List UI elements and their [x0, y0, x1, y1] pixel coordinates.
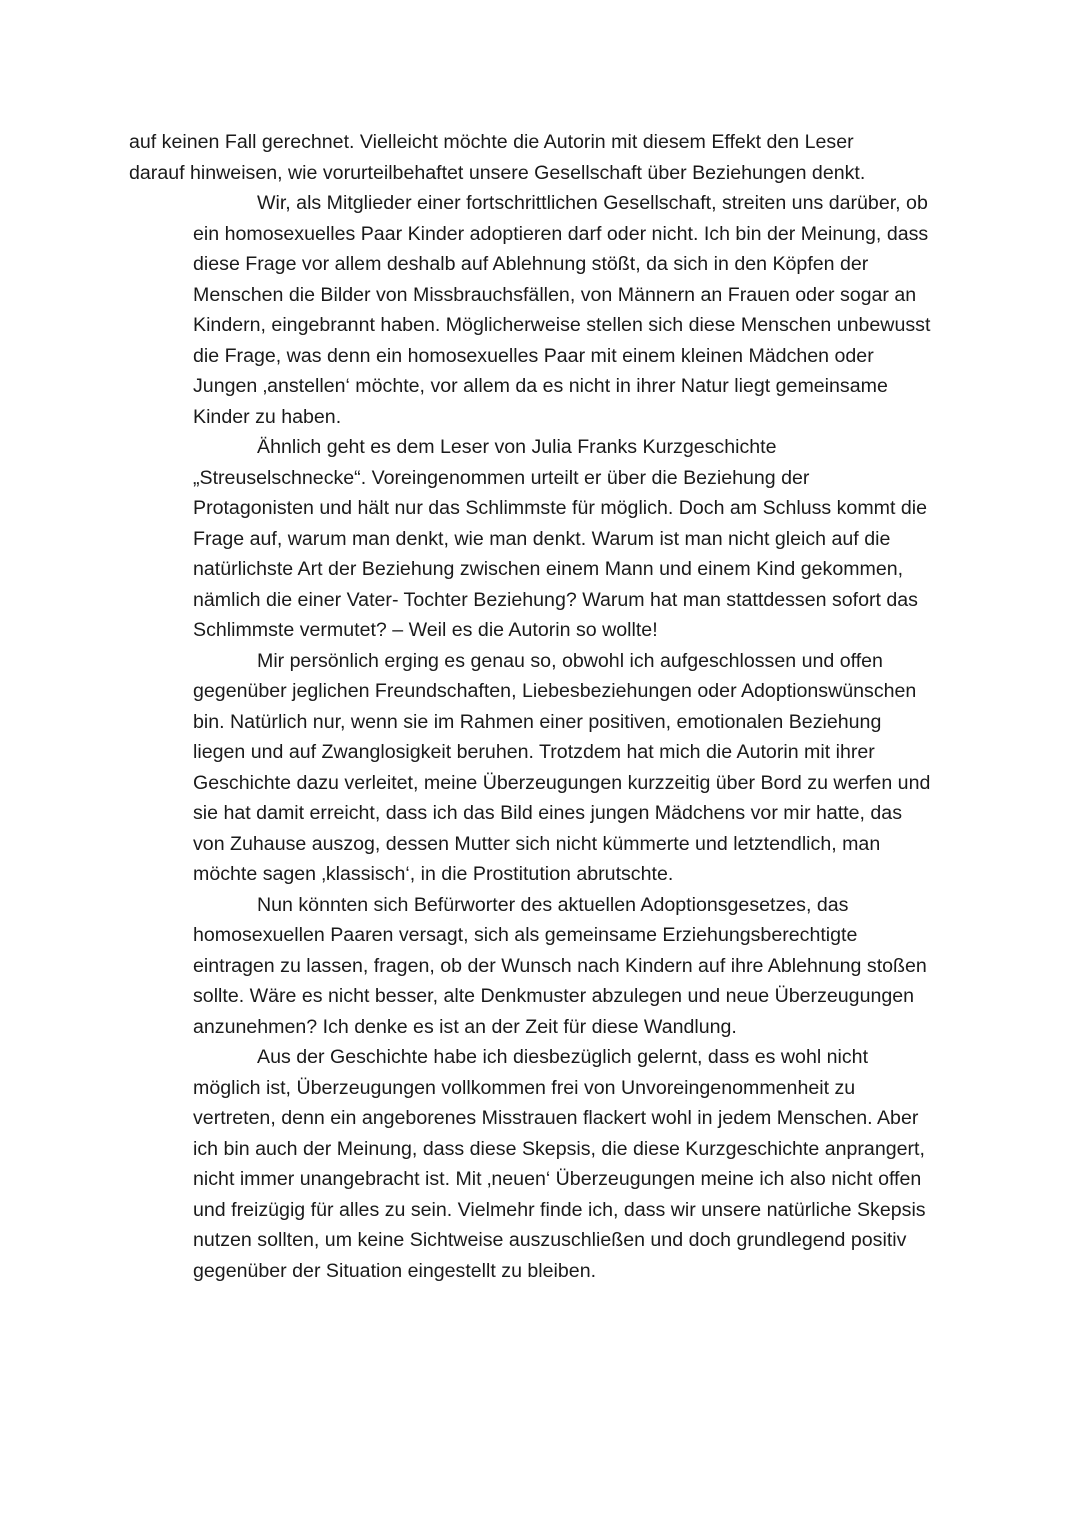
text-line: gegenüber jeglichen Freundschaften, Liebesbeziehungen oder Adoptionswünschen — [193, 680, 917, 702]
text-line: Aus der Geschichte habe ich diesbezüglich gelernt, dass es wohl nicht — [257, 1046, 869, 1068]
text-line: diese Frage vor allem deshalb auf Ablehnung stößt, da sich in den Köpfen der — [193, 253, 869, 275]
text-line: anzunehmen? Ich denke es ist an der Zeit für diese Wandlung. — [193, 1015, 737, 1038]
text-line: darauf hinweisen, wie vorurteilbehaftet unsere Gesellschaft über Beziehungen denkt. — [129, 161, 866, 184]
paragraph-1 — [129, 127, 959, 188]
text-line: möglich ist, Überzeugungen vollkommen frei von Unvoreingenommenheit zu — [193, 1076, 856, 1099]
text-line: auf keinen Fall gerechnet. Vielleicht möchte die Autorin mit diesem Effekt den Leser — [129, 131, 854, 153]
text-line: nämlich die einer Vater- Tochter Beziehung? Warum hat man stattdessen sofort das — [193, 588, 918, 611]
text-line: die Frage, was denn ein homosexuelles Paar mit einem kleinen Mädchen oder — [193, 344, 874, 367]
text-line: „Streuselschnecke“. Voreingenommen urteilt er über die Beziehung der — [193, 466, 810, 489]
paragraph-4 — [129, 646, 959, 890]
text-line: Jungen ‚anstellen‘ möchte, vor allem da es nicht in ihrer Natur liegt gemeinsame — [193, 375, 888, 397]
paragraph-2 — [129, 188, 959, 432]
text-line: Mir persönlich erging es genau so, obwohl ich aufgeschlossen und offen — [257, 649, 883, 672]
text-line: Frage auf, warum man denkt, wie man denkt. Warum ist man nicht gleich auf die — [193, 527, 891, 550]
paragraph-6 — [129, 1042, 959, 1286]
paragraph-5 — [129, 890, 959, 1043]
text-line: ein homosexuelles Paar Kinder adoptieren darf oder nicht. Ich bin der Meinung, dass — [193, 222, 929, 245]
text-line: sie hat damit erreicht, dass ich das Bild eines jungen Mädchens vor mir hatte, das — [193, 802, 903, 824]
text-line: Kindern, eingebrannt haben. Möglicherweise stellen sich diese Menschen unbewusst — [193, 314, 931, 336]
text-line: liegen und auf Zwanglosigkeit beruhen. Trotzdem hat mich die Autorin mit ihrer — [193, 741, 875, 763]
text-line: möchte sagen ‚klassisch‘, in die Prostitution abrutschte. — [193, 863, 674, 885]
text-line: Protagonisten und hält nur das Schlimmste für möglich. Doch am Schluss kommt die — [193, 497, 928, 519]
text-line: Geschichte dazu verleitet, meine Überzeugungen kurzzeitig über Bord zu werfen und — [193, 771, 931, 794]
text-line: eintragen zu lassen, fragen, ob der Wunsch nach Kindern auf ihre Ablehnung stoßen — [193, 954, 927, 977]
text-line: natürlichste Art der Beziehung zwischen einem Mann und einem Kind gekommen, — [193, 558, 904, 580]
text-line: Schlimmste vermutet? – Weil es die Autorin so wollte! — [193, 619, 658, 641]
text-line: von Zuhause auszog, dessen Mutter sich nicht kümmerte und letztendlich, man — [193, 832, 881, 855]
text-line: Kinder zu haben. — [193, 405, 342, 428]
paragraph-3 — [129, 432, 959, 646]
text-line: nicht immer unangebracht ist. Mit ‚neuen‘ Überzeugungen meine ich also nicht offen — [193, 1168, 922, 1190]
text-line: und freizügig für alles zu sein. Vielmehr finde ich, dass wir unsere natürliche Skepsis — [193, 1198, 926, 1221]
text-line: Wir, als Mitglieder einer fortschrittlichen Gesellschaft, streiten uns darüber, ob — [257, 192, 928, 214]
text-line: sollte. Wäre es nicht besser, alte Denkmuster abzulegen und neue Überzeugungen — [193, 985, 915, 1007]
text-line: nutzen sollten, um keine Sichtweise auszuschließen und doch grundlegend positiv — [193, 1229, 907, 1251]
text-line: homosexuellen Paaren versagt, sich als gemeinsame Erziehungsberechtigte — [193, 924, 858, 946]
text-line: Nun könnten sich Befürworter des aktuellen Adoptionsgesetzes, das — [257, 893, 849, 916]
text-line: vertreten, denn ein angeborenes Misstrauen flackert wohl in jedem Menschen. Aber — [193, 1107, 919, 1129]
document-body — [129, 127, 959, 1286]
text-line: Ähnlich geht es dem Leser von Julia Franks Kurzgeschichte — [257, 436, 777, 458]
text-line: ich bin auch der Meinung, dass diese Skepsis, die diese Kurzgeschichte anprangert, — [193, 1137, 925, 1160]
text-line: gegenüber der Situation eingestellt zu bleiben. — [193, 1259, 597, 1282]
text-line: bin. Natürlich nur, wenn sie im Rahmen einer positiven, emotionalen Beziehung — [193, 710, 882, 733]
text-line: Menschen die Bilder von Missbrauchsfällen, von Männern an Frauen oder sogar an — [193, 283, 917, 306]
